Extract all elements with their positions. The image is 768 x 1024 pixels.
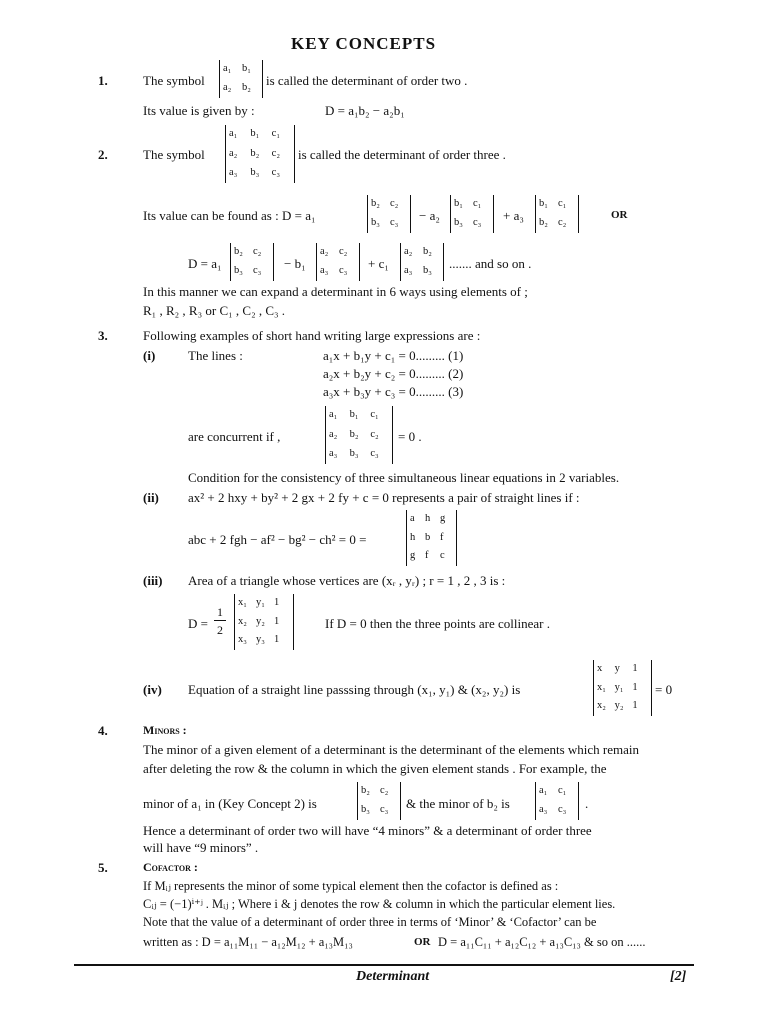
det-cell: x (597, 662, 603, 674)
det-cell: h (410, 531, 416, 543)
det-cell: c₃ (370, 447, 379, 459)
det-m2 (450, 195, 494, 233)
cofactor-p4a: written as : D = a₁₁M₁₁ − a₁₂M₁₂ + a₁₃M₁₃ (143, 935, 353, 949)
det-cell: x₂ (597, 700, 606, 712)
cofactor-p4b: D = a₁₁C₁₁ + a₁₂C₁₂ + a₁₃C₁₃ & so on ...... (438, 935, 646, 949)
minors-heading: Minors : (143, 723, 187, 737)
item-2-plus-a3: + a₃ (503, 208, 524, 223)
item-5-number: 5. (98, 860, 108, 875)
item-1-post: is called the determinant of order two . (266, 73, 468, 88)
eq-2: a₂x + b₂y + c₂ = 0......... (2) (323, 366, 464, 381)
det-cell: y₂ (614, 700, 624, 712)
item-2-plus-c1: + c₁ (368, 256, 389, 271)
det-cell: a₁ (329, 409, 338, 421)
det-cell: b₃ (361, 804, 370, 815)
det-conic (406, 510, 457, 566)
det-cell: a₂ (320, 246, 329, 257)
fraction-bar (214, 620, 226, 621)
det-cell: y₃ (256, 634, 265, 646)
minors-p2: after deleting the row & the column in which the given element stands . For example, the (143, 761, 607, 776)
det-cell: a₂ (223, 82, 232, 93)
item-2-post: is called the determinant of order three . (298, 147, 506, 162)
det-cell: c₂ (370, 428, 379, 440)
det-cell: c₃ (390, 217, 399, 228)
det-cell: c₃ (380, 804, 389, 815)
det-cell: a₃ (539, 804, 548, 815)
item-1-value-expr: D = a₁b₂ − a₂b₁ (325, 103, 405, 118)
det-cell: b₂ (361, 785, 370, 796)
det-cell: a₂ (229, 147, 238, 159)
minors-p4: Hence a determinant of order two will have “4 minors” & a determinant of order three (143, 823, 592, 838)
half-denominator: 2 (217, 623, 223, 637)
det-cell: b₁ (242, 63, 251, 74)
iii-text: Area of a triangle whose vertices are (xᵣ , yᵣ) ; r = 1 , 2 , 3 is : (188, 573, 506, 588)
det-cell: a₃ (229, 166, 238, 178)
half-numerator: 1 (217, 605, 223, 619)
det-cell: b₂ (423, 246, 432, 257)
det-cell: c₂ (271, 147, 280, 159)
abc-expression: abc + 2 fgh − af² − bg² − ch² = 0 = (188, 532, 367, 547)
sub-iv-label: (iv) (143, 682, 162, 697)
item-2-minus-b1: − b₁ (284, 256, 306, 271)
cofactor-or: OR (414, 936, 431, 948)
item-4-number: 4. (98, 723, 108, 738)
det-concurrent (325, 406, 393, 464)
item-3-number: 3. (98, 328, 108, 343)
det-cell: c₃ (558, 804, 567, 815)
det-cell: a₂ (329, 428, 338, 440)
det-cell: y₂ (256, 615, 265, 627)
or-label: OR (611, 209, 628, 221)
iv-text: Equation of a straight line passsing through (x₁, y₁) & (x₂, y₂) is (188, 682, 521, 697)
det-triangle (234, 594, 294, 650)
item-3-intro: Following examples of short hand writing large expressions are : (143, 328, 481, 343)
det-cell: c₂ (339, 246, 348, 257)
cofactor-p3: Note that the value of a determinant of order three in terms of ‘Minor’ & ‘Cofactor’ can be (143, 915, 597, 929)
det-cell: b₃ (371, 217, 380, 228)
item-2-d-lead: D = a₁ (188, 256, 222, 271)
det-cell: b₃ (250, 166, 260, 178)
det-cell: b₁ (250, 128, 260, 140)
det-cell: y (614, 662, 620, 674)
det-cell: c₂ (380, 785, 389, 796)
det-cell: b₃ (423, 265, 432, 276)
det-cell: h (425, 512, 431, 524)
cofactor-p2: Cᵢⱼ = (−1)ⁱ⁺ʲ . Mᵢⱼ ; Where i & j denotes the row & column in which the particular element lies. (143, 897, 616, 911)
item-1-number: 1. (98, 73, 108, 88)
det-m3 (535, 195, 579, 233)
det-cell: x₃ (238, 634, 247, 646)
det-cell: c₂ (558, 217, 567, 228)
det-order-three (225, 125, 295, 183)
minors-p3a: minor of a₁ in (Key Concept 2) is (143, 796, 317, 811)
det-cell: c₂ (390, 198, 399, 209)
det-cell: c₁ (558, 785, 567, 796)
det-m1 (367, 195, 411, 233)
det-cell: a₃ (329, 447, 338, 459)
minors-p3b: & the minor of b₂ is (406, 796, 510, 811)
page-number: [2] (670, 969, 687, 984)
footer-rule (74, 964, 694, 966)
page-title: KEY CONCEPTS (291, 34, 437, 53)
det-cell: b (425, 531, 431, 543)
sub-i-label: (i) (143, 348, 156, 363)
det-cell: 1 (274, 615, 280, 627)
det-cell: b₁ (349, 409, 359, 421)
iv-zero: = 0 (655, 682, 673, 697)
item-2-pre: The symbol (143, 147, 205, 162)
item-2-tail: ....... and so on . (449, 256, 532, 271)
lines-label: The lines : (188, 348, 243, 363)
det-cell: c₂ (253, 246, 262, 257)
concurrent-text: are concurrent if , (188, 429, 281, 444)
item-1-pre: The symbol (143, 73, 205, 88)
det-cell: 1 (632, 662, 638, 674)
item-2-rows: R₁ , R₂ , R₃ or C₁ , C₂ , C₃ . (143, 303, 286, 318)
det-cell: c₃ (473, 217, 482, 228)
minors-p5: will have “9 minors” . (143, 840, 259, 855)
det-cell: c₁ (558, 198, 567, 209)
det-cell: b₁ (454, 198, 463, 209)
det-cell: x₁ (597, 681, 606, 693)
sub-iii-label: (iii) (143, 573, 163, 588)
item-2-number: 2. (98, 147, 108, 162)
det-cell: b₁ (539, 198, 548, 209)
footer-label: Determinant (356, 969, 430, 984)
det-cell: f (440, 531, 444, 543)
eq-zero: = 0 . (398, 429, 422, 444)
det-cell: x₁ (238, 596, 247, 608)
det-cell: 1 (274, 634, 280, 646)
det-cell: a₃ (404, 265, 413, 276)
det-cell: b₂ (371, 198, 380, 209)
cofactor-p1: If Mᵢⱼ represents the minor of some typical element then the cofactor is defined as : (143, 879, 559, 893)
det-n3 (400, 243, 444, 281)
det-cell: b₂ (539, 217, 548, 228)
det-cell: a (410, 512, 415, 524)
det-cell: c₁ (370, 409, 379, 421)
det-cell: b₂ (242, 82, 251, 93)
det-cell: x₂ (238, 615, 247, 627)
minors-p1: The minor of a given element of a determinant is the determinant of the elements which remain (143, 742, 639, 757)
collinear-text: If D = 0 then the three points are collinear . (325, 616, 550, 631)
det-cell: a₁ (223, 63, 232, 74)
item-2-found-lead: Its value can be found as : D = a₁ (143, 208, 316, 223)
det-cell: c₁ (271, 128, 280, 140)
minors-p3c: . (585, 796, 589, 811)
det-cell: c (440, 550, 445, 562)
det-cell: g (410, 550, 416, 562)
det-cell: b₃ (349, 447, 359, 459)
det-line (593, 660, 652, 716)
item-1-value-lead: Its value is given by : (143, 103, 255, 118)
det-cell: a₁ (229, 128, 238, 140)
det-cell: 1 (632, 681, 638, 693)
item-2-minus-a2: − a₂ (419, 208, 440, 223)
condition-text: Condition for the consistency of three simultaneous linear equations in 2 variables. (188, 470, 620, 485)
sub-ii-label: (ii) (143, 490, 159, 505)
det-cell: y₁ (614, 681, 624, 693)
det-order-two (219, 60, 263, 98)
det-cell: a₃ (320, 265, 329, 276)
det-n2 (316, 243, 360, 281)
cofactor-heading: Cofactor : (143, 860, 198, 874)
det-cell: b₂ (234, 246, 243, 257)
det-cell: b₂ (250, 147, 260, 159)
det-cell: f (425, 550, 429, 562)
det-cell: y₁ (256, 596, 265, 608)
item-2-manner: In this manner we can expand a determinant in 6 ways using elements of ; (143, 284, 528, 299)
det-cell: c₃ (339, 265, 348, 276)
eq-3: a₃x + b₃y + c₃ = 0......... (3) (323, 384, 464, 399)
det-minor-b2 (535, 782, 579, 820)
det-cell: a₁ (539, 785, 548, 796)
d-eq: D = (188, 616, 208, 631)
eq-1: a₁x + b₁y + c₁ = 0......... (1) (323, 348, 464, 363)
ii-text: ax² + 2 hxy + by² + 2 gx + 2 fy + c = 0 represents a pair of straight lines if : (188, 490, 580, 505)
det-n1 (230, 243, 274, 281)
det-cell: a₂ (404, 246, 413, 257)
det-cell: b₂ (349, 428, 359, 440)
det-cell: 1 (632, 700, 638, 712)
det-minor-a1 (357, 782, 401, 820)
det-cell: c₁ (473, 198, 482, 209)
det-cell: 1 (274, 596, 280, 608)
det-cell: c₃ (271, 166, 280, 178)
det-cell: c₃ (253, 265, 262, 276)
det-cell: b₃ (234, 265, 243, 276)
det-cell: b₃ (454, 217, 463, 228)
det-cell: g (440, 512, 446, 524)
